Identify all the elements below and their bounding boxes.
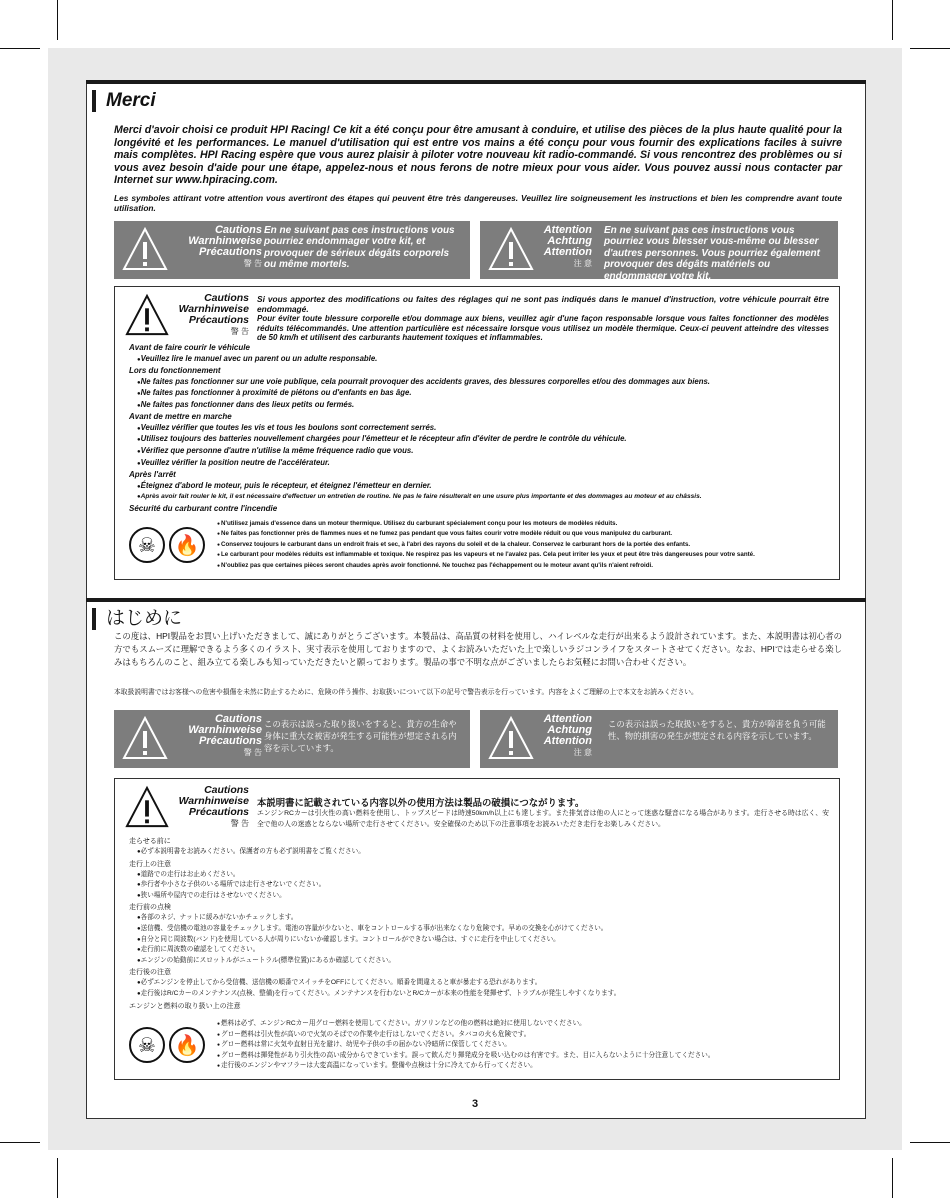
skull-crossbones-icon: ☠ [129,1027,165,1063]
crop-mark [0,48,40,49]
detail-body: エンジンRCカーは引火性の高い燃料を使用し、トップスピードは時速50km/h以上にも達します。また排気音は他の人にとって迷惑な騒音になる場合があります。走行させる時は広く、安全で他の人の迷惑とならない場所で走行させてください。安全確保のため以下の注意事項をお読みいただき走行をお楽しみください。 [257,810,829,828]
section-title-merci: Merci [92,90,156,112]
section-top-rule [86,80,866,84]
list-item: ● エンジンの始動前にスロットルがニュートラル(標準位置)にあるか確認してください。 [129,956,829,967]
list-item: ● Ne faites pas fonctionner dans des lieux petits ou fermés. [129,400,829,412]
list-item: ● 必ず本説明書をお読みください。保護者の方も必ず説明書をご覧ください。 [129,847,829,858]
detail-groups [129,342,829,514]
detail-lead: 本説明書に記載されている内容以外の使用方法は製品の破損につながります。 [257,797,585,808]
section-title-hajimeni: はじめに [92,608,182,630]
flame-icon: 🔥 [169,527,205,563]
list-item: ● Le carburant pour modèles réduits est inflammable et toxique. Ne respirez pas les vapeurs et ne l'avalez pas. Cela peut irriter les yeux et peut être très dangereuses pour votre santé. [211,550,829,560]
list-item: ● 走行前に周波数の確認をしてください。 [129,945,829,956]
list-item: ● N'oubliez pas que certaines pièces seront chaudes après avoir fonctionné. Ne touchez pas l'échappement ou le moteur avant qu'ils n'aient refroidi. [211,561,829,571]
fuel-title: エンジンと燃料の取り扱い上の注意 [129,1002,241,1010]
hajime-intro: この度は、HPI製品をお買い上げいただきまして、誠にありがとうございます。本製品は、高品質の材料を使用し、ハイレベルな走行が出来るよう設計されています。また、本説明書は初心者の方でもスムーズに理解できるよう多くのイラスト、実寸表示を使用しておりますので、よくお読みいただいた上で楽しいラジコンライフをスタートさせてください。なお、HPIでは走らせる楽しみはもちろんのこと、組み立てる楽しみも知っていただきたいと願っております。製品の事で不明な点がございましたらお気軽にお問い合わせください。 [114,631,842,667]
fuel-bullets [211,519,829,571]
list-item: ● 燃料は必ず、エンジンRCカー用グロー燃料を使用してください。ガソリンなどの他の燃料は絶対に使用しないでください。 [211,1019,829,1030]
list-item: ● Veuillez vérifier la position neutre de l'accélérateur. [129,458,829,470]
list-item: ● 各部のネジ、ナットに緩みがないかチェックします。 [129,913,829,924]
list-item: ● グロー燃料は揮発性があり引火性の高い成分からできています。誤って飲んだり揮発成分を吸い込むのは有害です。また、目に入らないように十分注意してください。 [211,1051,829,1062]
skull-crossbones-icon: ☠ [129,527,165,563]
crop-mark [0,1142,40,1143]
caution-text: En ne suivant pas ces instructions vous pourriez endommager votre kit, et provoquer de sérieux dégâts corporels ou même mortels. [264,225,455,271]
attention-text: En ne suivant pas ces instructions vous pourriez vous blesser vous-même ou blesser d'autres personnes. Vous pourriez également provoquer des dégâts matériels ou endommager votre kit. [604,225,820,282]
list-item: ● 自分と同じ周波数(バンド)を使用している人が周りにいないか確認します。コントロールができない場合は、すぐに走行を中止してください。 [129,935,829,946]
list-item: ● 必ずエンジンを停止してから受信機、送信機の順番でスイッチをOFFにしてください。順番を間違えると車が暴走する恐れがあります。 [129,978,829,989]
attention-labels: Attention Achtung Attention 注 意 [543,713,592,757]
caution-detail-box [114,778,840,1080]
attention-box [480,710,838,768]
caution-labels: Cautions Warnhinweise Précautions 警 告 [188,224,262,268]
group-title: 走らせる前に [129,838,171,845]
crop-mark [910,48,950,49]
caution-box [114,710,470,768]
caution-detail-box [114,286,840,580]
crop-mark [910,1142,950,1143]
list-item: ● Après avoir fait rouler le kit, il est nécessaire d'effectuer un entretien de routine. Ne pas le faire résulterait en une usure plus importante et des dommages au moteur et au châssis. [129,492,829,503]
attention-box [480,221,838,282]
detail-labels: Cautions Warnhinweise Précautions 警 告 [178,292,249,336]
detail-groups [129,835,829,1012]
hajime-symbols-note: 本取扱説明書ではお客様への危害や損傷を未然に防止するために、危険の伴う操作、お取扱いについて以下の記号で警告表示を行っています。内容をよくご理解の上で本文をお読みください。 [114,689,698,696]
group-title: Avant de faire courir le véhicule [129,343,250,352]
list-item: ● グロー燃料は常に火気や直射日光を避け、幼児や子供の手の届かない冷暗所に保管してください。 [211,1040,829,1051]
caution-box [114,221,470,279]
list-item: ● 走行後はR/Cカーのメンテナンス(点検、整備)を行ってください。メンテナンスを行わないとR/Cカーが本来の性能を発揮せず、トラブルが発生しやすくなります。 [129,989,829,1000]
flame-icon: 🔥 [169,1027,205,1063]
fuel-title: Sécurité du carburant contre l'incendie [129,503,278,513]
caution-text: この表示は誤った取り扱いをすると、貴方の生命や身体に重大な被害が発生する可能性が想定される内容を示しています。 [264,719,457,753]
fuel-bullets [211,1019,829,1072]
list-item: ● Ne faites pas fonctionner près de flammes nues et ne fumez pas pendant que vous faites courir votre modèle réduit ou que vous manipulez du carburant. [211,529,829,539]
group-title: 走行後の注意 [129,969,171,977]
crop-mark [57,1158,58,1198]
list-item: ● Ne faites pas fonctionner sur une voie publique, cela pourrait provoquer des accidents graves, des blessures corporelles et/ou des dommages aux biens. [129,377,829,389]
list-item: ● Éteignez d'abord le moteur, puis le récepteur, et éteignez l'émetteur en dernier. [129,481,829,493]
group-title: Après l'arrêt [129,470,176,480]
section-top-rule [86,598,866,602]
list-item: ● Veuillez lire le manuel avec un parent ou un adulte responsable. [129,354,829,366]
caution-labels: Cautions Warnhinweise Précautions 警 告 [188,713,262,757]
page-number: 3 [471,1098,479,1110]
group-title: 走行上の注意 [129,860,171,868]
list-item: ● Vérifiez que personne d'autre n'utilise la même fréquence radio que vous. [129,446,829,458]
detail-body: Pour éviter toute blessure corporelle et/ou dommage aux biens, veuillez agir d'une façon responsable lorsque vous faites fonctionner des modèles réduits télécommandés. Une attention particulière est nécessaire lorsque vous utilisez un modèle thermique. Ceux-ci peuvent atteindre des vitesses de 50 km/h et utilisent des carburants hautement toxiques et inflammables. [257,314,829,343]
merci-intro: Merci d'avoir choisi ce produit HPI Racing! Ce kit a été conçu pour être amusant à conduire, et utilise des pièces de la plus haute qualité pour la longévité et les performances. Le manuel d'utilisation qui est entre vos mains a été conçu pour vous fournir des explications faciles à suivre mais complètes. HPI Racing espère que vous aurez plaisir à piloter votre nouveau kit radio-commandé. Si vous rencontrez des problèmes ou si vous avez besoin d'aide pour une étape, appelez-nous et nous ferons de notre mieux pour vous aider. Vous pouvez aussi nous contacter par Internet sur www.hpiracing.com. [114,124,842,187]
attention-labels: Attention Achtung Attention 注 意 [543,224,592,268]
group-title: Avant de mettre en marche [129,412,232,422]
list-item: ● Utilisez toujours des batteries nouvellement chargées pour l'émetteur et le récepteur afin d'éviter de perdre le contrôle du véhicule. [129,434,829,446]
list-item: ● Ne faites pas fonctionner à proximité de piétons ou d'enfants en bas âge. [129,388,829,400]
list-item: ● 道路での走行はお止めください。 [129,870,829,881]
detail-labels: Cautions Warnhinweise Précautions 警 告 [178,784,249,828]
group-title: 走行前の点検 [129,904,171,912]
list-item: ● 送信機、受信機の電池の容量をチェックします。電池の容量が少ないと、車をコントロールする事が出来なくなり危険です。早めの交換を心がけてください。 [129,924,829,935]
list-item: ● 歩行者や小さな子供のいる場所では走行させないでください。 [129,880,829,891]
list-item: ● Conservez toujours le carburant dans un endroit frais et sec, à l'abri des rayons du soleil et de la chaleur. Conservez le carburant hors de la portée des enfants. [211,540,829,550]
merci-symbols-note: Les symboles attirant votre attention vous avertiront des étapes qui peuvent être très dangereuses. Veuillez lire soigneusement les instructions et bien les comprendre avant toute utilisation. [114,193,842,213]
list-item: ● N'utilisez jamais d'essence dans un moteur thermique. Utilisez du carburant spécialement conçu pour les moteurs de modèles réduits. [211,519,829,529]
list-item: ● 走行後のエンジンやマフラーは大変高温になっています。整備や点検は十分に冷えてから行ってください。 [211,1061,829,1072]
crop-mark [892,1158,893,1198]
list-item: ● 狭い場所や屋内での走行はさせないでください。 [129,891,829,902]
detail-main-text [257,797,829,830]
list-item: ● グロー燃料は引火性が高いので火気のそばでの作業や走行はしないでください。タバコの火も危険です。 [211,1030,829,1041]
fuel-icons [129,527,209,563]
detail-main-text [257,295,829,343]
attention-text: この表示は誤った取扱いをすると、貴方が障害を負う可能性、物的損害の発生が想定される内容を示しています。 [608,719,826,741]
list-item: ● Veuillez vérifier que toutes les vis et tous les boulons sont correctement serrés. [129,423,829,435]
group-title: Lors du fonctionnement [129,366,221,376]
crop-mark [57,0,58,40]
crop-mark [892,0,893,40]
fuel-icons [129,1027,209,1063]
detail-lead: Si vous apportez des modifications ou faites des réglages qui ne sont pas indiqués dans le manuel d'instruction, votre véhicule pourrait être endommagé. [257,294,829,314]
